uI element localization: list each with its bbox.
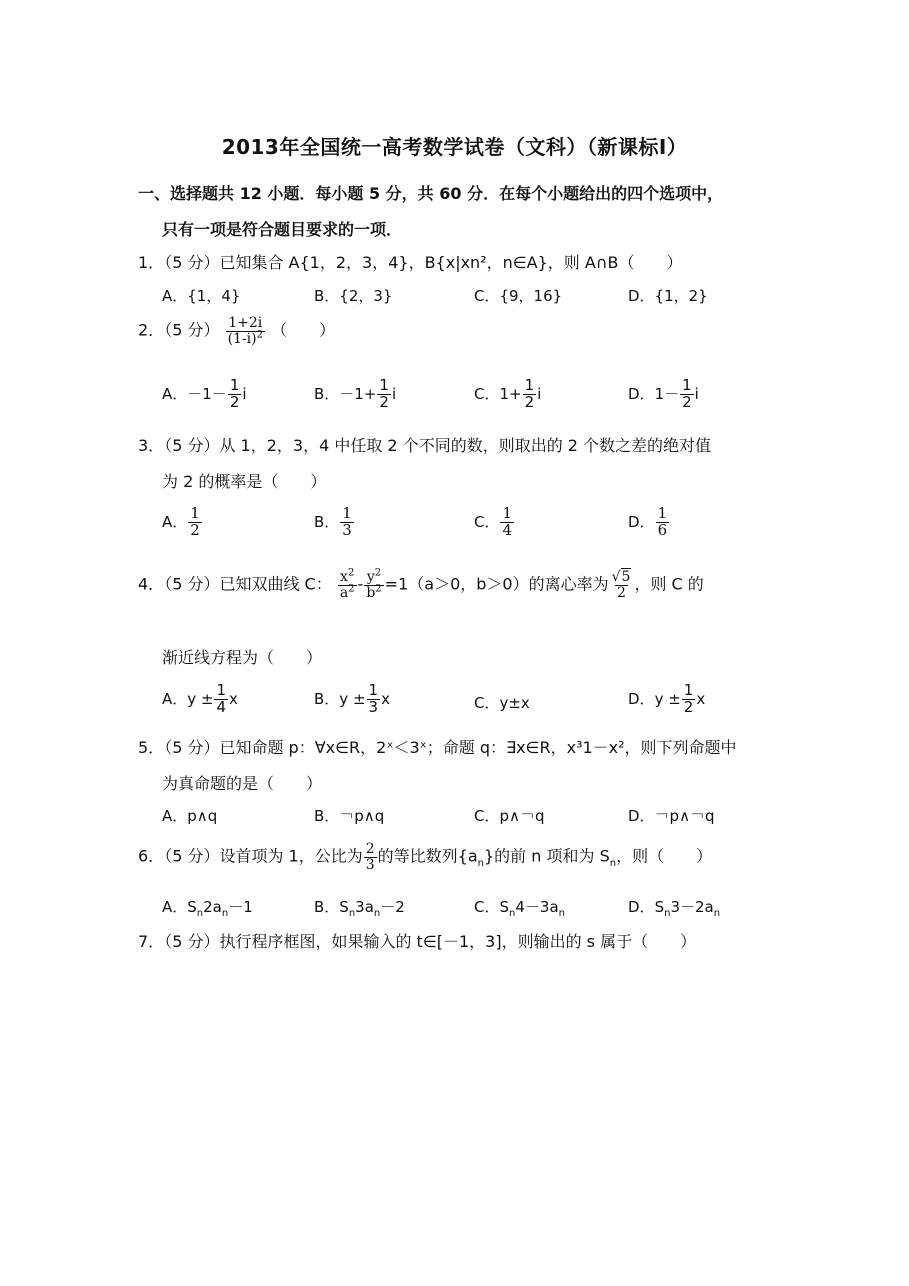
q4-option-d: D．y ± $\frac{1}{2}$ x (628, 681, 706, 716)
q5-option-a: A．p∧q (162, 807, 218, 825)
question-5: 5．（5 分）已知命题 p：∀x∈R，2ˣ＜3ˣ；命题 q：∃x∈R，x³1－x²，则下列命题中 (138, 738, 737, 757)
q2-option-c: C．1+ $\frac{1}{2}$ i (474, 376, 542, 411)
q2-fraction: $\frac{1+2i}{(1-i)^2}$ (227, 315, 263, 347)
question-number: 7． (138, 932, 165, 951)
q4-option-a: A．y ± $\frac{1}{4}$ x (162, 681, 238, 716)
q3-option-a: A． $\frac{1}{2}$ (162, 504, 200, 539)
q6-option-a: A．$S_n2a_n-1$ (162, 898, 253, 919)
question-2: 2．（5 分） $\frac{1+2i}{(1-i)^2}$ （ ） (138, 315, 336, 347)
q1-option-a: A．{1，4} (162, 287, 241, 305)
q6-option-c: C．$S_n4-3a_n$ (474, 898, 565, 919)
question-number: 6． (138, 846, 165, 866)
q1-option-d: D．{1，2} (628, 287, 708, 305)
question-3: 3．（5 分）从 1，2，3，4 中任取 2 个不同的数，则取出的 2 个数之差的绝对值 (138, 436, 712, 455)
q3-option-c: C． $\frac{1}{4}$ (474, 504, 513, 539)
question-number: 5． (138, 738, 165, 757)
q4-option-c: C．y±x (474, 694, 530, 712)
question-number: 1． (138, 253, 165, 272)
q3-option-d: D． $\frac{1}{6}$ (628, 504, 668, 539)
question-number: 3． (138, 436, 165, 455)
question-1 (138, 250, 683, 273)
q1-option-c: C．{9，16} (474, 287, 563, 305)
q5-option-c: C．p∧￢q (474, 807, 545, 825)
q2-option-d: D．1－ $\frac{1}{2}$ i (628, 376, 699, 411)
question-6: 6．（5 分）设首项为 1，公比为 $\frac{2}{3}$ 的等比数列$\{a_n\}$的前 n 项和为 $S_n$，则（ ） (138, 841, 713, 873)
question-3-cont: 为 2 的概率是（ ） (162, 472, 327, 491)
q2-option-a: A．－1－ $\frac{1}{2}$ i (162, 376, 247, 411)
question-number: 2． (138, 320, 165, 340)
question-4: 4．（5 分）已知双曲线 C： $\frac{x^2}{a^2}$ - $\frac{y^2}{b^2}$ =1（a＞0，b＞0）的离心率为 $\frac{√5}{2}$ ，则 C 的 (138, 567, 704, 601)
question-text: （5 分）已知集合 A{1，2，3，4}，B{x|xn²，n∈A}，则 A∩B（ ） (164, 253, 683, 272)
q6-option-d: D．$S_n3-2a_n$ (628, 898, 721, 919)
q4-option-b: B．y ± $\frac{1}{3}$ x (314, 681, 390, 716)
question-7: 7．（5 分）执行程序框图，如果输入的 t∈[－1，3]，则输出的 s 属于（ ） (138, 932, 697, 951)
question-4-cont: 渐近线方程为（ ） (162, 648, 323, 667)
question-number: 4． (138, 574, 165, 594)
section-heading: 一、选择题共 12 小题．每小题 5 分，共 60 分．在每个小题给出的四个选项中， (138, 184, 724, 203)
q2-option-b: B．－1+ $\frac{1}{2}$ i (314, 376, 397, 411)
page-title: 2013年全国统一高考数学试卷（文科）（新课标Ⅰ） (221, 135, 688, 159)
q1-option-b: B．{2，3} (314, 287, 393, 305)
section-heading-cont: 只有一项是符合题目要求的一项． (162, 220, 403, 239)
q6-option-b: B．$S_n3a_n-2$ (314, 898, 405, 919)
q5-option-b: B．￢p∧q (314, 807, 385, 825)
q5-option-d: D．￢p∧￢q (628, 807, 715, 825)
question-5-cont: 为真命题的是（ ） (162, 774, 323, 793)
q3-option-b: B． $\frac{1}{3}$ (314, 504, 352, 539)
